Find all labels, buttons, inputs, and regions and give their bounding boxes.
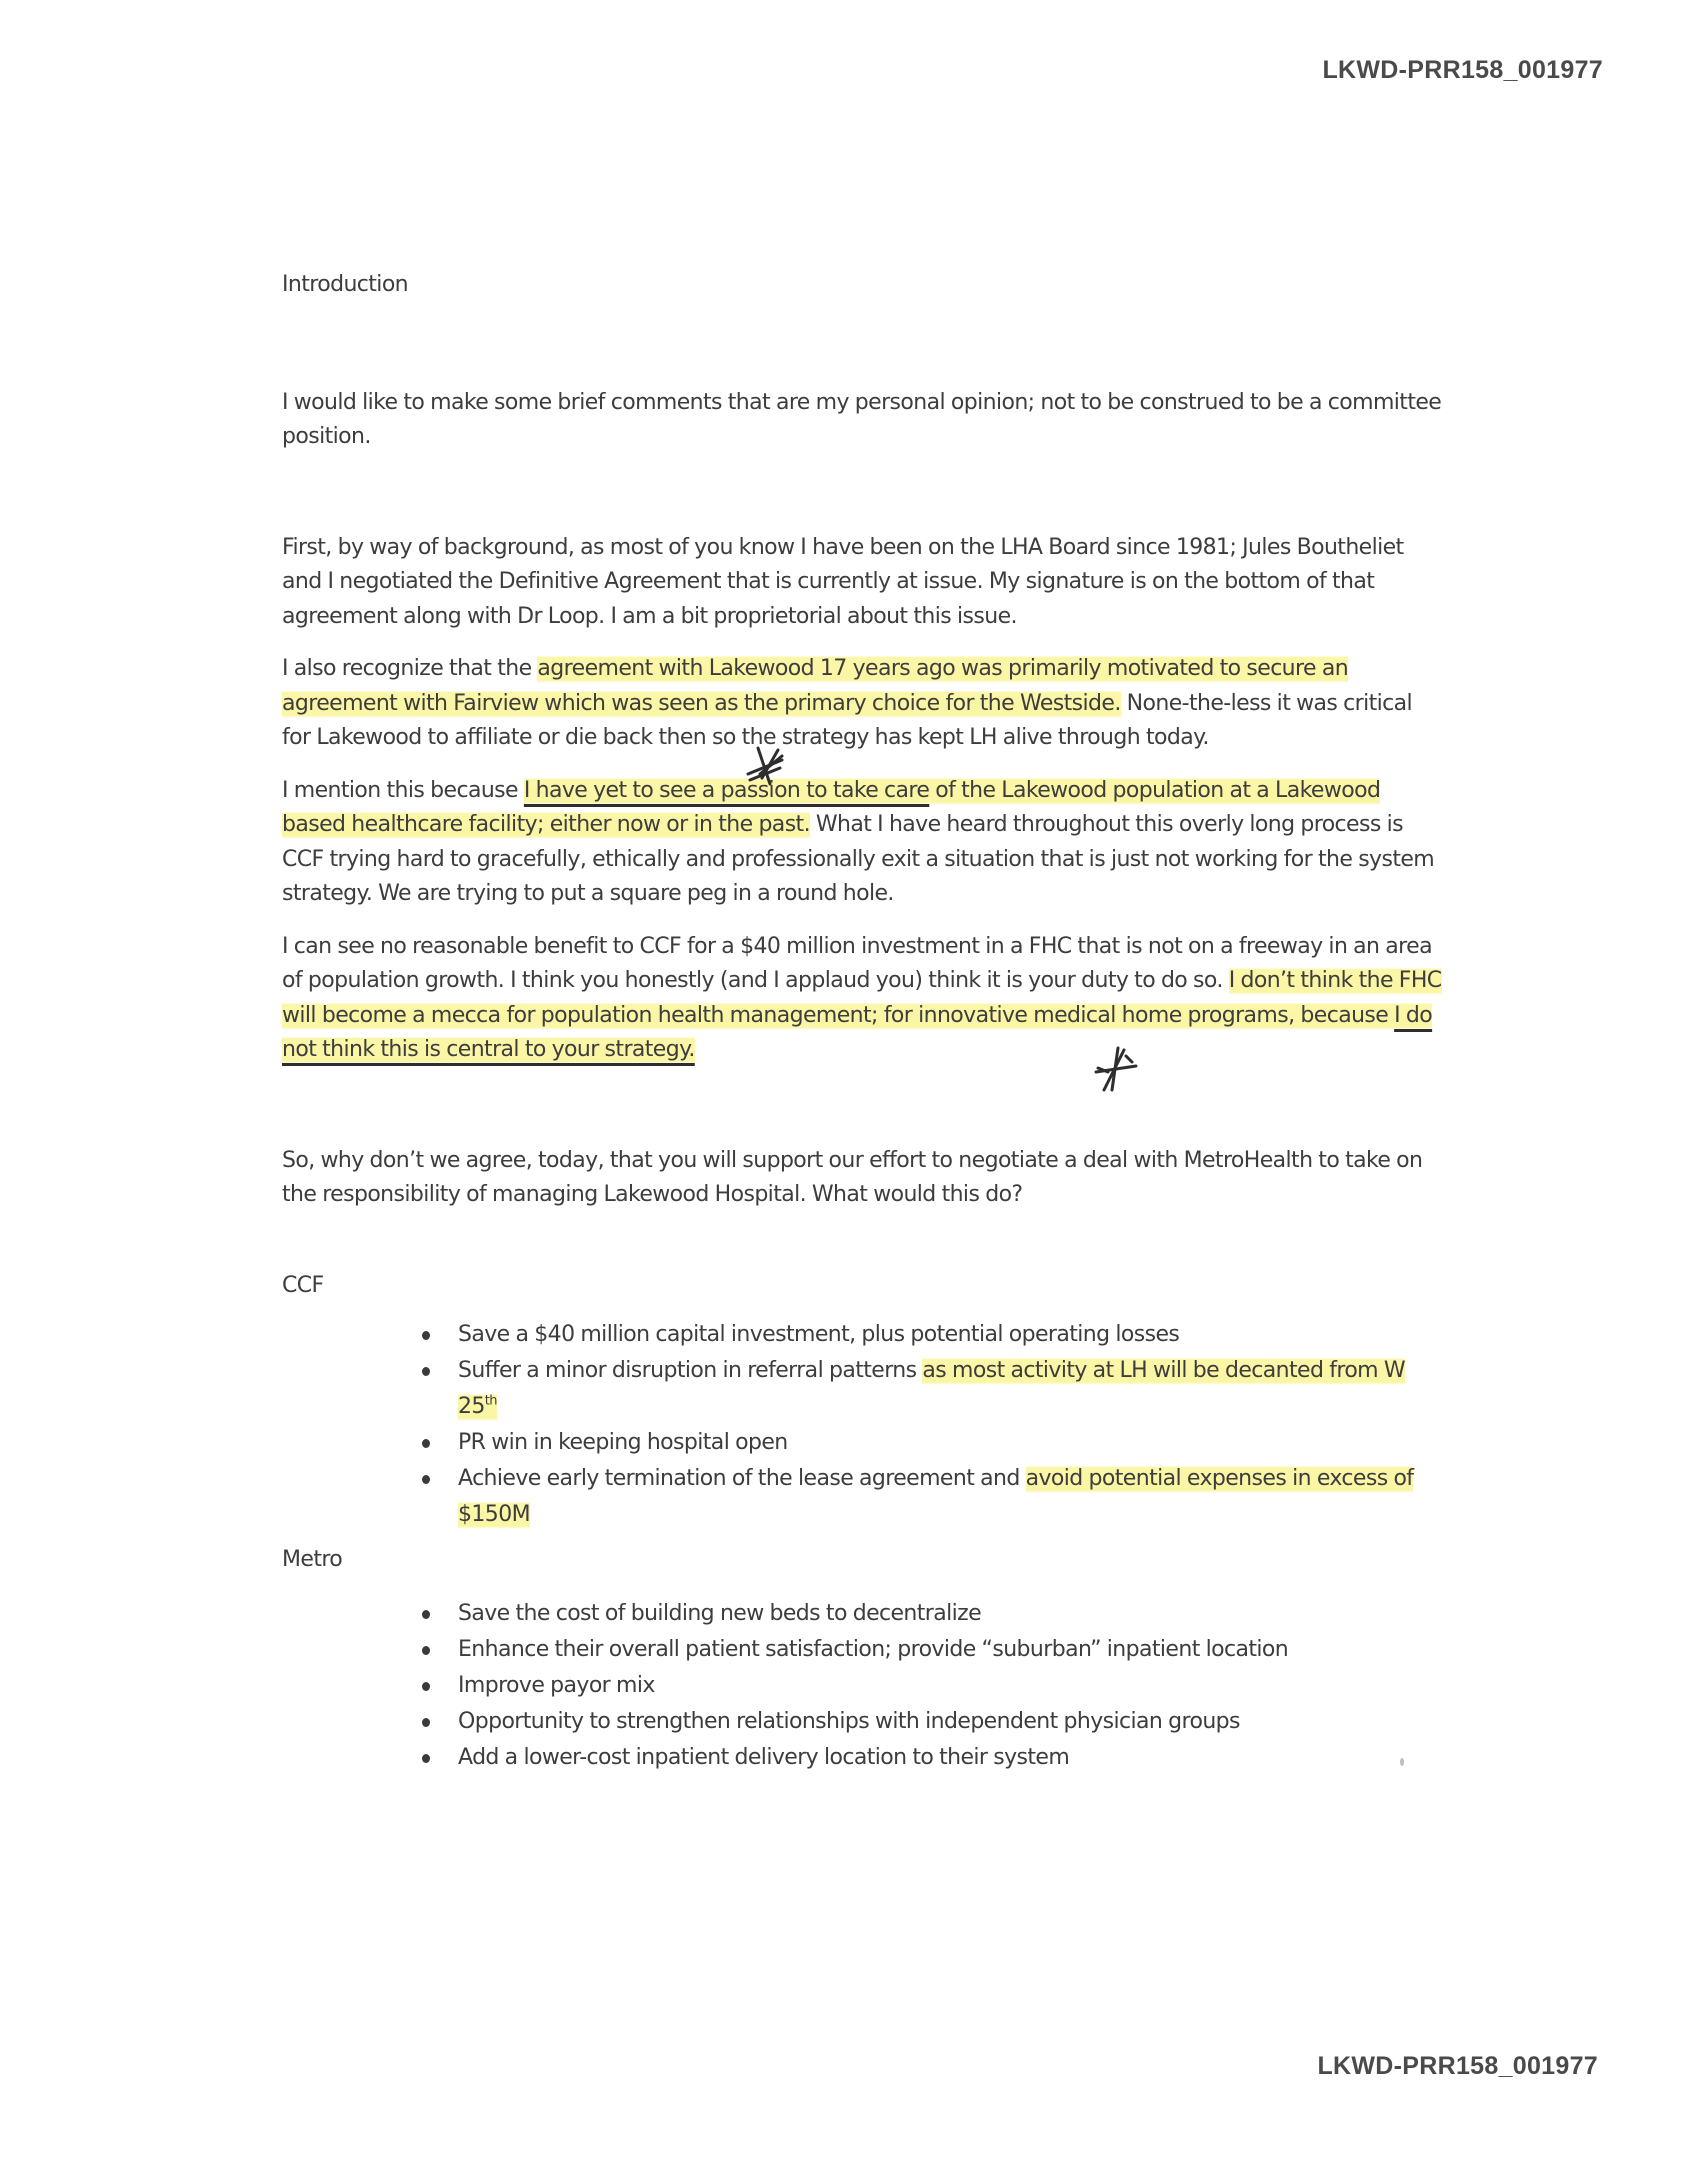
paragraph-opinion-disclaimer: I would like to make some brief comments that are my personal opinion; not to be construed to be a committee position. bbox=[282, 389, 1442, 449]
list-item bbox=[422, 1740, 1442, 1776]
list-item bbox=[422, 1353, 1442, 1425]
highlighted-text: I don’t think the FHC will become a mecca for population health management; for innovative medical home programs, because bbox=[282, 968, 1442, 1028]
paragraph-investment bbox=[282, 930, 1442, 1068]
list-item bbox=[422, 1704, 1442, 1740]
bullet-icon bbox=[422, 1439, 430, 1448]
metro-benefits-list bbox=[282, 1596, 1442, 1776]
paragraph-passion bbox=[282, 774, 1442, 912]
list-item-text: Improve payor mix bbox=[458, 1672, 655, 1698]
highlighted-underlined-text: I do not think this is central to your strategy. bbox=[282, 1002, 1433, 1062]
list-item-text: Add a lower-cost inpatient delivery location to their system bbox=[458, 1744, 1070, 1770]
paragraph-proposal: So, why don’t we agree, today, that you will support our effort to negotiate a deal with MetroHealth to take on the responsibility of managing Lakewood Hospital. What would this do? bbox=[282, 1147, 1423, 1207]
list-item bbox=[422, 1317, 1442, 1353]
superscript: th bbox=[484, 1393, 497, 1409]
highlighted-text: agreement with Lakewood 17 years ago was primarily motivated to secure an agreement with Fairview which was seen as the primary choice for the Westside. bbox=[282, 656, 1349, 716]
text: I also recognize that the bbox=[282, 656, 538, 681]
list-item-text: Save a $40 million capital investment, plus potential operating losses bbox=[458, 1322, 1180, 1347]
paragraph-background: First, by way of background, as most of you know I have been on the LHA Board since 1981; Jules Boutheliet and I negotiated the Definitive Agreement that is currently at issue. My signature is on the bottom of that agreement along with Dr Loop. I am a bit proprietorial about this issue. bbox=[282, 534, 1404, 629]
list-item bbox=[422, 1632, 1442, 1668]
text: What I have heard throughout this overly long process is CCF trying hard to gracefully, ethically and professionally exit a situation that is just not working for the system strategy. We are trying to put a square peg in a round hole. bbox=[282, 812, 1435, 906]
list-item-text: Opportunity to strengthen relationships with independent physician groups bbox=[458, 1708, 1240, 1734]
ccf-benefits-list bbox=[282, 1317, 1442, 1533]
bates-number-bottom: LKWD-PRR158_001977 bbox=[1317, 2052, 1598, 2080]
scan-artifact bbox=[1400, 1758, 1404, 1766]
bullet-icon bbox=[422, 1754, 430, 1763]
bullet-icon bbox=[422, 1331, 430, 1340]
highlighted-text: of the Lakewood population at a Lakewood based healthcare facility; either now or in the past. bbox=[282, 777, 1381, 837]
list-item-text: PR win in keeping hospital open bbox=[458, 1430, 788, 1455]
bullet-icon bbox=[422, 1682, 430, 1691]
bullet-icon bbox=[422, 1367, 430, 1376]
text: I mention this because bbox=[282, 777, 524, 803]
bates-number-top: LKWD-PRR158_001977 bbox=[1322, 56, 1603, 84]
list-item-text: Achieve early termination of the lease agreement and bbox=[458, 1466, 1026, 1491]
highlighted-text-body: as most activity at LH will be decanted from W 25 bbox=[458, 1358, 1406, 1419]
bullet-icon bbox=[422, 1475, 430, 1484]
section-label-metro: Metro bbox=[282, 1547, 343, 1572]
highlighted-underlined-text: I have yet to see a passion to take care bbox=[523, 777, 930, 803]
document-body bbox=[282, 268, 1442, 1776]
bullet-icon bbox=[422, 1610, 430, 1619]
text: I can see no reasonable benefit to CCF for a $40 million investment in a FHC that is not on a freeway in an area of population growth. I think you honestly (and I applaud you) think it is your duty to do so. bbox=[282, 933, 1432, 993]
bullet-icon bbox=[422, 1718, 430, 1727]
section-heading-introduction: Introduction bbox=[282, 272, 409, 297]
bullet-icon bbox=[422, 1646, 430, 1655]
list-item-text: Suffer a minor disruption in referral patterns bbox=[458, 1358, 923, 1383]
text: None-the-less it was critical for Lakewood to affiliate or die back then so the strategy has kept LH alive through today. bbox=[282, 690, 1413, 750]
list-item bbox=[422, 1596, 1442, 1632]
paragraph-agreement-history bbox=[282, 652, 1442, 756]
list-item-text: Enhance their overall patient satisfaction; provide “suburban” inpatient location bbox=[458, 1636, 1289, 1662]
list-item-text: Save the cost of building new beds to decentralize bbox=[458, 1600, 982, 1626]
list-item bbox=[422, 1425, 1442, 1461]
highlighted-text: avoid potential expenses in excess of $150M bbox=[458, 1466, 1414, 1527]
list-item bbox=[422, 1668, 1442, 1704]
section-label-ccf: CCF bbox=[282, 1272, 324, 1298]
list-item bbox=[422, 1461, 1442, 1533]
